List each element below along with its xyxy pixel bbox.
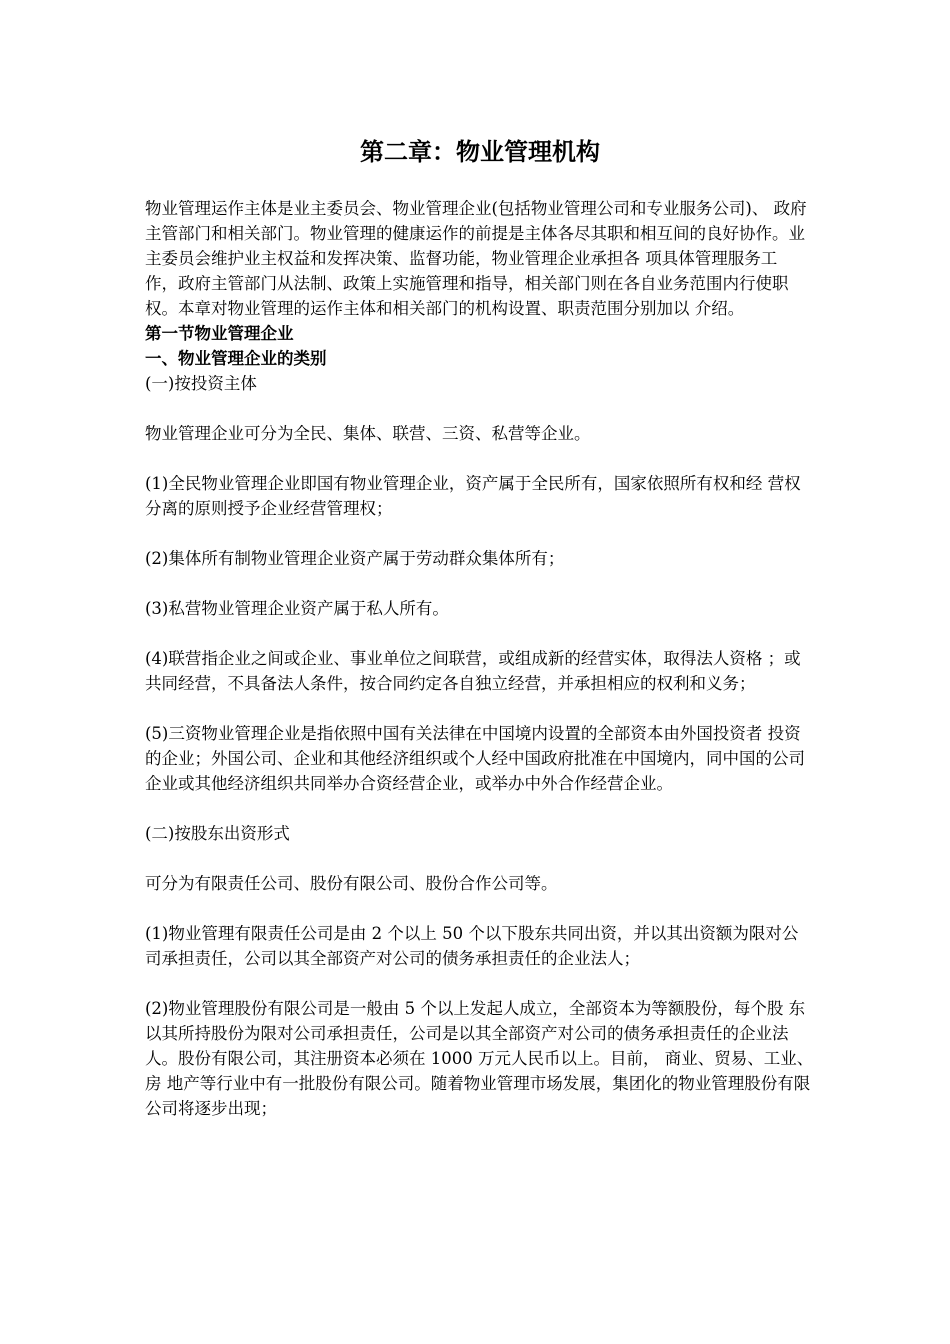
chapter-title: 第二章：物业管理机构	[360, 138, 600, 166]
list-item-foreign-invested: (5)三资物业管理企业是指依照中国有关法律在中国境内设置的全部资本由外国投资者 投资的企业；外国公司、企业和其他经济组织或个人经中国政府批准在中国境内，同中国的公司企业或其他经济组织共同举办合资经营企业，或举办中外合作经营企业。	[145, 724, 805, 793]
list-item-joint-stock: (2)物业管理股份有限公司是一般由 5 个以上发起人成立，全部资本为等额股份，每个股 东以其所持股份为限对公司承担责任，公司是以其全部资产对公司的债务承担责任的企业法人。股份有限公司，其注册资本必须在 1000 万元人民币以上。目前， 商业、贸易、工业、房 地产等行业中有一批股份有限公司。随着物业管理市场发展，集团化的物业管理股份有限公司将逐步出现；	[145, 999, 814, 1118]
list-item-limited-liability: (1)物业管理有限责任公司是由 2 个以上 50 个以下股东共同出资，并以其出资额为限对公 司承担责任，公司以其全部资产对公司的债务承担责任的企业法人；	[145, 924, 799, 968]
list-item-state-owned: (1)全民物业管理企业即国有物业管理企业，资产属于全民所有，国家依照所有权和经 营权分离的原则授予企业经营管理权；	[145, 474, 801, 518]
category-intro-investment: 物业管理企业可分为全民、集体、联营、三资、私营等企业。	[145, 424, 591, 443]
subsection-heading: 一、物业管理企业的类别	[145, 349, 327, 368]
category-heading-investment: (一)按投资主体	[145, 374, 257, 393]
list-item-joint-venture: (4)联营指企业之间或企业、事业单位之间联营，或组成新的经营实体，取得法人资格 ；或共同经营，不具备法人条件，按合同约定各自独立经营，并承担相应的权利和义务；	[145, 649, 801, 693]
category-intro-shareholding: 可分为有限责任公司、股份有限公司、股份合作公司等。	[145, 874, 558, 893]
section-heading: 第一节物业管理企业	[145, 324, 294, 343]
intro-paragraph: 物业管理运作主体是业主委员会、物业管理企业(包括物业管理公司和专业服务公司)、 政府主管部门和相关部门。物业管理的健康运作的前提是主体各尽其职和相互间的良好协作。业主委员会维护业主权益和发挥决策、监督功能，物业管理企业承担各 项具体管理服务工 作，政府主管部门从法制、政策上实施管理和指导，相关部门则在各自业务范围内行使职权。本章对物业管理的运作主体和相关部门的机构设置、职责范围分别加以 介绍。	[145, 199, 807, 318]
list-item-collective: (2)集体所有制物业管理企业资产属于劳动群众集体所有；	[145, 549, 565, 568]
document-body	[145, 196, 815, 1121]
list-item-private: (3)私营物业管理企业资产属于私人所有。	[145, 599, 449, 618]
category-heading-shareholding: (二)按股东出资形式	[145, 824, 290, 843]
